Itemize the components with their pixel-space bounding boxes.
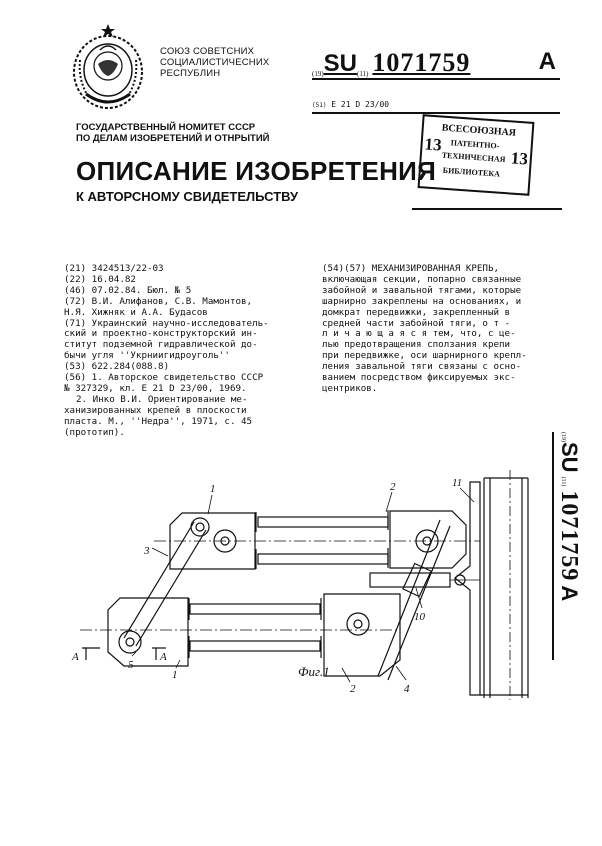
section-2-lower [324, 594, 400, 676]
label-section-1-upper: 1 [210, 483, 216, 495]
biblio-line: бычи угля ''Укрниигидроуголь'' [64, 350, 230, 362]
section-1-lower [108, 598, 188, 666]
biblio-line: (56) 1. Авторское свидетельство СССР [64, 372, 264, 384]
committee-line: ГОСУДАРСТВЕННЫЙ НОМИТЕТ СССР [76, 122, 256, 133]
conveyor-11 [455, 482, 480, 695]
biblio-line: 2. Инко В.И. Ориентирование ме- [76, 393, 248, 405]
abstract [322, 264, 580, 395]
label-section-a-right: А [160, 651, 167, 663]
country-code: SU [323, 50, 358, 77]
biblio-line: ский и проектно-конструкторский ин- [64, 328, 258, 340]
label-eccentric-5: 5 [128, 659, 134, 671]
inid-code-19: (19) [312, 70, 324, 78]
abstract-line: средней части забойной тяги, о т - [322, 317, 511, 329]
abstract-line: центриков. [322, 382, 378, 394]
library-stamp [418, 114, 535, 196]
inid-code-51: (51) [312, 102, 327, 109]
abstract-line: ванием посредством фиксируемых экс- [322, 372, 516, 384]
kind-code: A [538, 48, 556, 75]
stamp-line: ПАТЕНТНО- [450, 138, 500, 151]
biblio-line: (46) 07.02.84. Бюл. № 5 [64, 284, 192, 296]
label-section-1-lower: 1 [172, 669, 178, 681]
stamp-line: ВСЕСОЮЗНАЯ [441, 122, 517, 139]
ipc-value: Е 21 D 23/00 [331, 100, 390, 109]
patent-number-block [312, 48, 560, 80]
cylinder [258, 517, 388, 527]
label-section-2-upper: 2 [390, 481, 396, 493]
union-line: СОЮЗ СОВЕТСНИХ [160, 46, 255, 57]
rod-4 [378, 520, 440, 676]
cylinder [190, 604, 320, 614]
side-patent-number: 1071759 [556, 490, 582, 582]
biblio-line: № 327329, кл. Е 21 D 23/00, 1969. [64, 382, 247, 394]
biblio-line: пласта. М., ''Недра'', 1971, с. 45 [64, 415, 253, 427]
cylinder [258, 554, 388, 564]
stamp-number-left: 13 [423, 134, 443, 155]
eccentric-5 [119, 631, 141, 653]
side-inid-code-11: (11) [560, 476, 566, 487]
rod-3 [124, 522, 194, 638]
side-rule [552, 432, 554, 660]
biblio-line: ститут подземной гидравлической до- [64, 339, 258, 351]
side-patent-number [532, 432, 582, 662]
cylinder [190, 641, 320, 651]
abstract-line: включающая секции, попарно связанные [322, 273, 522, 285]
figure-caption: Фиг.1 [298, 664, 330, 679]
abstract-line: забойной и завальной тягами, которые [322, 284, 522, 296]
union-name [160, 46, 269, 79]
abstract-line: домкрат передвижки, закрепленный в [322, 306, 511, 318]
stamp-line: БИБЛИОТЕКА [442, 165, 501, 179]
label-conveyor-11: 11 [452, 477, 463, 489]
divider [412, 208, 562, 210]
biblio-line: (прототип). [64, 426, 125, 438]
union-line: СОЦИАЛИСТИЧЕСНИХ [160, 57, 270, 68]
label-section-2-lower: 2 [350, 683, 356, 695]
ipc-classification [312, 100, 560, 114]
abstract-line: лью предотвращения сползания крепи [322, 339, 511, 351]
biblio-line: (53) 622.284(088.8) [64, 361, 170, 373]
biblio-line: ханизированных крепей в плоскости [64, 404, 247, 416]
label-rod-4: 4 [404, 683, 410, 695]
biblio-line: (72) В.И. Алифанов, С.В. Мамонтов, [64, 295, 253, 307]
stamp-line: ТЕХНИЧЕСНАЯ [441, 150, 506, 165]
pivot [191, 518, 209, 536]
abstract-line: (54)(57) МЕХАНИЗИРОВАННАЯ КРЕПЬ, [322, 263, 500, 274]
committee-line: ПО ДЕЛАМ ИЗОБРЕТЕНИЙ И ОТНРЫТИЙ [76, 133, 270, 144]
side-kind-code: A [557, 585, 582, 602]
section-2-upper [390, 511, 466, 568]
label-rod-3: 3 [144, 545, 150, 557]
abstract-line: л и ч а ю щ а я с я тем, что, с це- [322, 328, 516, 340]
side-inid-code-19: (19) [560, 432, 566, 442]
label-jack-10: 10 [414, 611, 425, 623]
document-title: ОПИСАНИЕ ИЗОБРЕТЕНИЯ [76, 156, 437, 186]
technical-drawing [70, 470, 532, 700]
biblio-line: (21) 3424513/22-03 [64, 263, 164, 274]
abstract-line: ления завальной тяги связаны с осно- [322, 361, 522, 373]
side-country-code: SU [557, 442, 582, 473]
committee-name [76, 122, 270, 144]
label-section-a-left: А [72, 651, 79, 663]
patent-number: 1071759 [372, 48, 471, 77]
abstract-line: шарнирно закреплены на основаниях, и [322, 295, 522, 307]
inid-code-11: (11) [357, 70, 369, 78]
pivot [347, 613, 369, 635]
document-subtitle: К АВТОРСНОМУ СВИДЕТЕЛЬСТВУ [76, 189, 299, 204]
biblio-line: (71) Украинский научно-исследователь- [64, 317, 269, 329]
abstract-line: при передвижке, оси шарнирного крепл- [322, 350, 527, 362]
ussr-emblem-icon [66, 20, 150, 116]
biblio-line: Н.Я. Хижняк и А.А. Будасов [64, 306, 208, 318]
union-line: РЕСПУБЛИН [160, 68, 221, 79]
biblio-line: (22) 16.04.82 [64, 273, 136, 285]
stamp-number-right: 13 [510, 148, 529, 169]
bibliographic-data [64, 264, 322, 439]
